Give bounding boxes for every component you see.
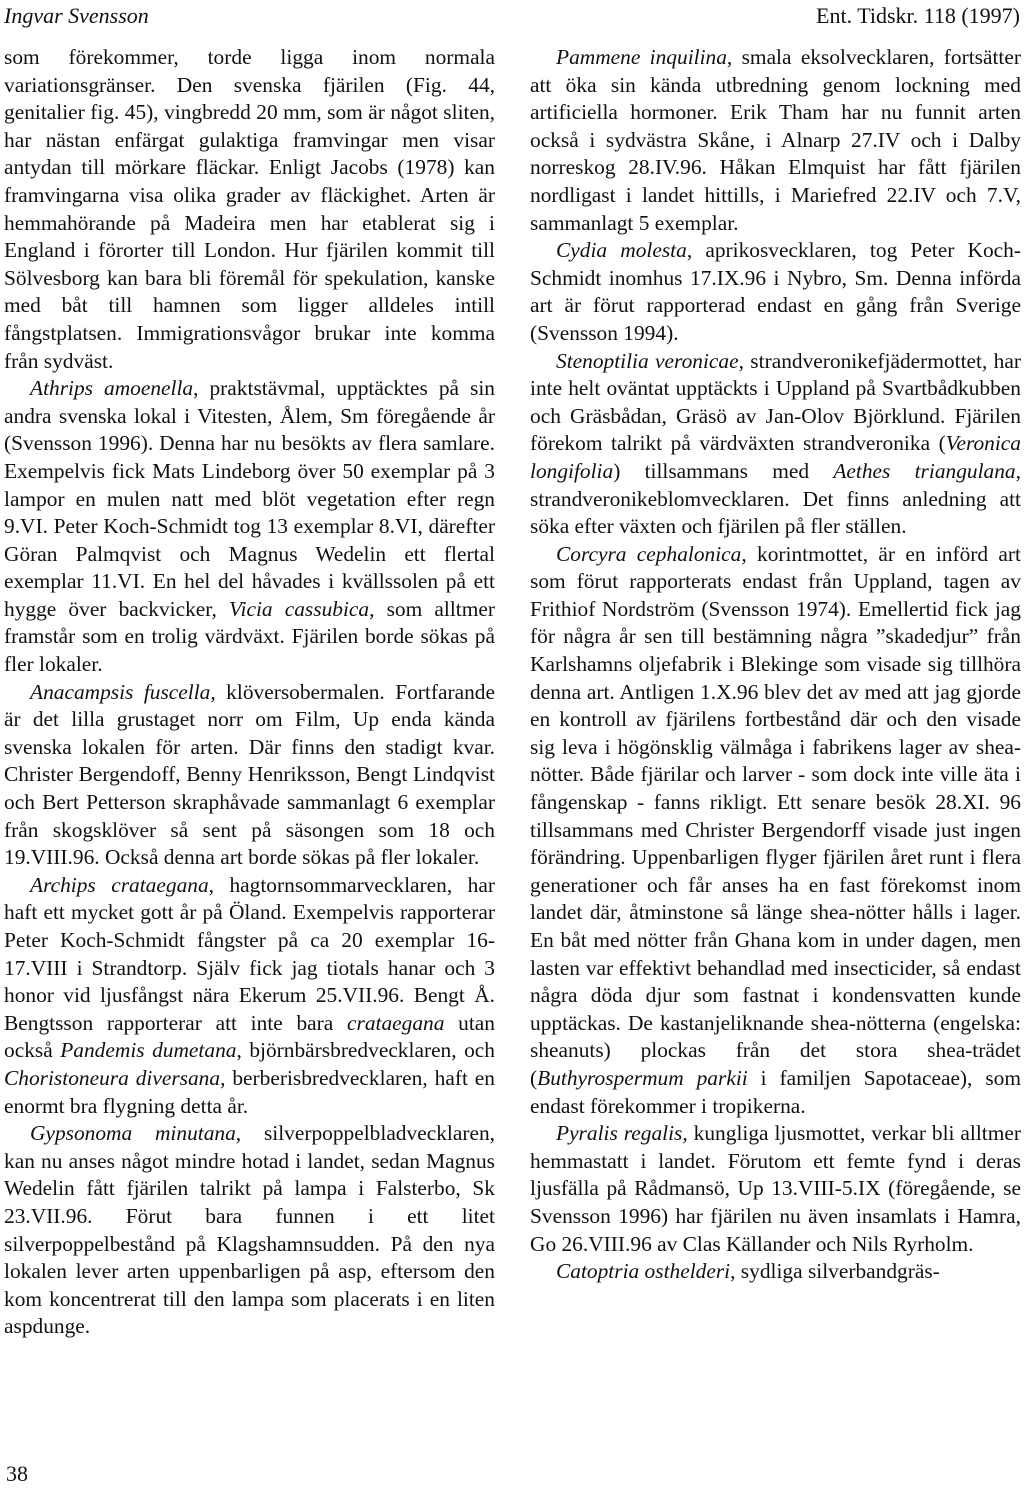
paragraph — [4, 1120, 495, 1341]
species-name: Aethes triangulana — [833, 458, 1016, 483]
paragraph — [530, 541, 1021, 1120]
running-head-author: Ingvar Svensson — [4, 3, 149, 28]
paragraph — [530, 44, 1021, 237]
species-name: Anacampsis fuscella — [30, 679, 211, 704]
left-column — [4, 44, 495, 1341]
paragraph — [4, 679, 495, 872]
paragraph — [4, 44, 495, 375]
species-name: Pyralis regalis — [556, 1121, 683, 1146]
species-name: Gypsonoma minutana — [30, 1121, 236, 1146]
paragraph-text: , hagtornsommarvecklaren, har haft ett mycket gott år på Öland. Exempelvis rapporterar Peter Koch-Schmidt fångster på ca 20 exemplar 16-17.VIII i Strandtorp. Själv fick jag tiotals hanar och 3 honor vid ljusfångst nära Ekerum 25.VII.96. Bengt Å. Bengtsson rapporterar att inte bara — [4, 872, 495, 1035]
paragraph-text: ) tillsammans med — [613, 458, 834, 483]
paragraph-text: som förekommer, torde ligga inom normala variationsgränser. Den svenska fjärilen (Fig. 44, genitalier fig. 45), vingbredd 20 mm, som är något sliten, har nästan enfärgat gulaktiga framvingar men visar antydan till mörkare fläckar. Enligt Jacobs (1978) kan framvingarna visa olika grader av fläckighet. Arten är hemmahörande på Madeira men har etablerat sig i England i förorter till London. Hur fjärilen kommit till Sölvesborg kan bara bli föremål för spekulation, kanske med båt till hamnen som ligger alldeles intill fångstplatsen. Immigrationsvågor brukar inte komma från sydväst. — [4, 45, 495, 373]
paragraph-text: , korintmottet, är en införd art som förut rapporterats endast från Uppland, tagen av Frithiof Nordström (Svensson 1974). Emellertid fick jag för några år sen till bestämning några ”skadedjur” från Karlshamns oljefabrik i Blekinge som visade sig tillhöra denna art. Antligen 1.X.96 blev det av med att jag gjorde en kontroll av fjärilens fortbestånd där och den visade sig leva i högönsklig välmåga i fabrikens lager av shea-nötter. Både fjärilar och larver - som dock inte ville äta i fångenskap - fanns rikligt. Ett senare besök 28.XI. 96 tillsammans med Christer Bergendorff visade just ingen förändring. Uppenbarligen flyger fjärilen året runt i flera generationer och får anses ha en fast förekomst inom landet där, åtminstone så länge shea-nötter hålls i lager. En båt med nötter från Ghana kom in under dagen, men lasten var effektivt behandlad med insecticider, så endast några döda djur som fastnat i kondensvatten kunde upptäckas. De kastanjeliknande shea-nötterna (engelska: sheanuts) plockas från det stora shea-trädet ( — [530, 541, 1021, 1090]
species-name: Buthyrospermum parkii — [537, 1065, 748, 1090]
paragraph-text: , som alltmer framstår som en trolig värdväxt. Fjärilen borde sökas på fler lokaler. — [4, 596, 495, 677]
species-name: Pammene inquilina — [556, 45, 727, 69]
paragraph-text: , silverpoppelbladvecklaren, kan nu anses något mindre hotad i landet, sedan Magnus Wedelin fått fjärilen talrikt på lampa i Falsterbo, Sk 23.VII.96. Förut bara funnen i ett litet silverpoppelbestånd på Klagshamnsudden. På den nya lokalen lever arten uppenbarligen på asp, eftersom den kom koncentrerat till den lampa som placerats i en liten aspdunge. — [4, 1121, 495, 1339]
paragraph-text: , klöversobermalen. Fortfarande är det lilla grustaget norr om Film, Up enda kända svenska lokalen för arten. Där finns den stadigt kvar. Christer Bergendoff, Benny Henriksson, Bengt Lindqvist och Bert Petterson skraphåvade sammanlagt 6 exemplar från skogsklöver så sent på säsongen som 18 och 19.VIII.96. Också denna art borde sökas på fler lokaler. — [4, 679, 495, 870]
paragraph-text: , strandveronikefjädermottet, har inte helt oväntat upptäckts i Uppland på Svartbådkubben och Gräsbådan, Gräsö av Jan-Olov Björklund. Fjärilen förekom talrikt på värdväxten strandveronika ( — [530, 348, 1021, 456]
running-head-journal: Ent. Tidskr. 118 (1997) — [816, 3, 1020, 28]
species-name: Athrips amoenella — [30, 376, 194, 401]
paragraph-text: , praktstävmal, upptäcktes på sin andra svenska lokal i Vitesten, Ålem, Sm föregående år (Svensson 1996). Denna har nu besökts av flera samlare. Exempelvis fick Mats Lindeborg över 50 exemplar på 3 lampor en mulen natt med blöt vegetation efter regn 9.VI. Peter Koch-Schmidt tog 13 exemplar 8.VI, därefter Göran Palmqvist och Magnus Wedelin ett flertal exemplar 11.VI. En hel del håvades i kvällssolen på ett hygge över backvicker, — [4, 376, 495, 621]
paragraph-text: , sydliga silverbandgräs- — [730, 1259, 940, 1284]
paragraph-text: , björnbärsbredvecklaren, och — [236, 1038, 495, 1063]
paragraph-text: utan också — [4, 1010, 496, 1063]
paragraph — [530, 1258, 1021, 1286]
paragraph — [530, 1120, 1021, 1258]
paragraph-text: , aprikosvecklaren, tog Peter Koch-Schmidt inomhus 17.IX.96 i Nybro, Sm. Denna införda art är förut rapporterad endast en gång från Sverige (Svensson 1994). — [530, 238, 1021, 345]
species-name: Catoptria osthelderi — [556, 1259, 731, 1284]
species-name: Corcyra cephalonica — [556, 541, 742, 566]
paragraph-text: , berberisbredvecklaren, haft en enormt bra flygning detta år. — [4, 1065, 495, 1118]
species-name: Choristoneura diversana — [4, 1065, 221, 1090]
paragraph-text: , smala eksolvecklaren, fortsätter att öka sin kända utbredning genom lockning med artificiella hormoner. Erik Tham har nu funnit arten också i sydvästra Skåne, i Alnarp 27.IV och i Dalby norreskog 28.IV.96. Håkan Elmquist har fått fjärilen nordligast i landet hittills, i Mariefred 22.IV och 7.V, sammanlagt 5 exemplar. — [530, 45, 1021, 235]
species-name: Veronica longifolia — [530, 431, 1021, 483]
paragraph-text: i familjen Sapotaceae), som endast förekommer i tropikerna. — [530, 1065, 1022, 1118]
species-name: crataegana — [347, 1010, 445, 1035]
paragraph-text: , kungliga ljusmottet, verkar bli alltmer hemmastatt i landet. Förutom ett femte fynd i deras ljusfälla på Rådmansö, Up 13.VIII-5.IX (föregående, se Svensson 1996) har fjärilen nu även insamlats i Hamra, Go 26.VIII.96 av Clas Källander och Nils Ryrholm. — [530, 1121, 1022, 1256]
paragraph — [4, 375, 495, 679]
species-name: Archips crataegana — [30, 872, 209, 897]
species-name: Cydia molesta — [556, 238, 687, 263]
page-number: 38 — [6, 1461, 28, 1486]
paragraph — [530, 237, 1021, 347]
species-name: Vicia cassubica — [229, 596, 370, 621]
paragraph-text: , strandveronikeblomvecklaren. Det finns anledning att söka efter växten och fjärilen på fler ställen. — [530, 458, 1021, 539]
species-name: Pandemis dumetana — [60, 1038, 237, 1063]
right-column — [530, 44, 1021, 1286]
species-name: Stenoptilia veronicae — [556, 348, 739, 373]
paragraph — [4, 872, 495, 1120]
paragraph — [530, 348, 1021, 541]
